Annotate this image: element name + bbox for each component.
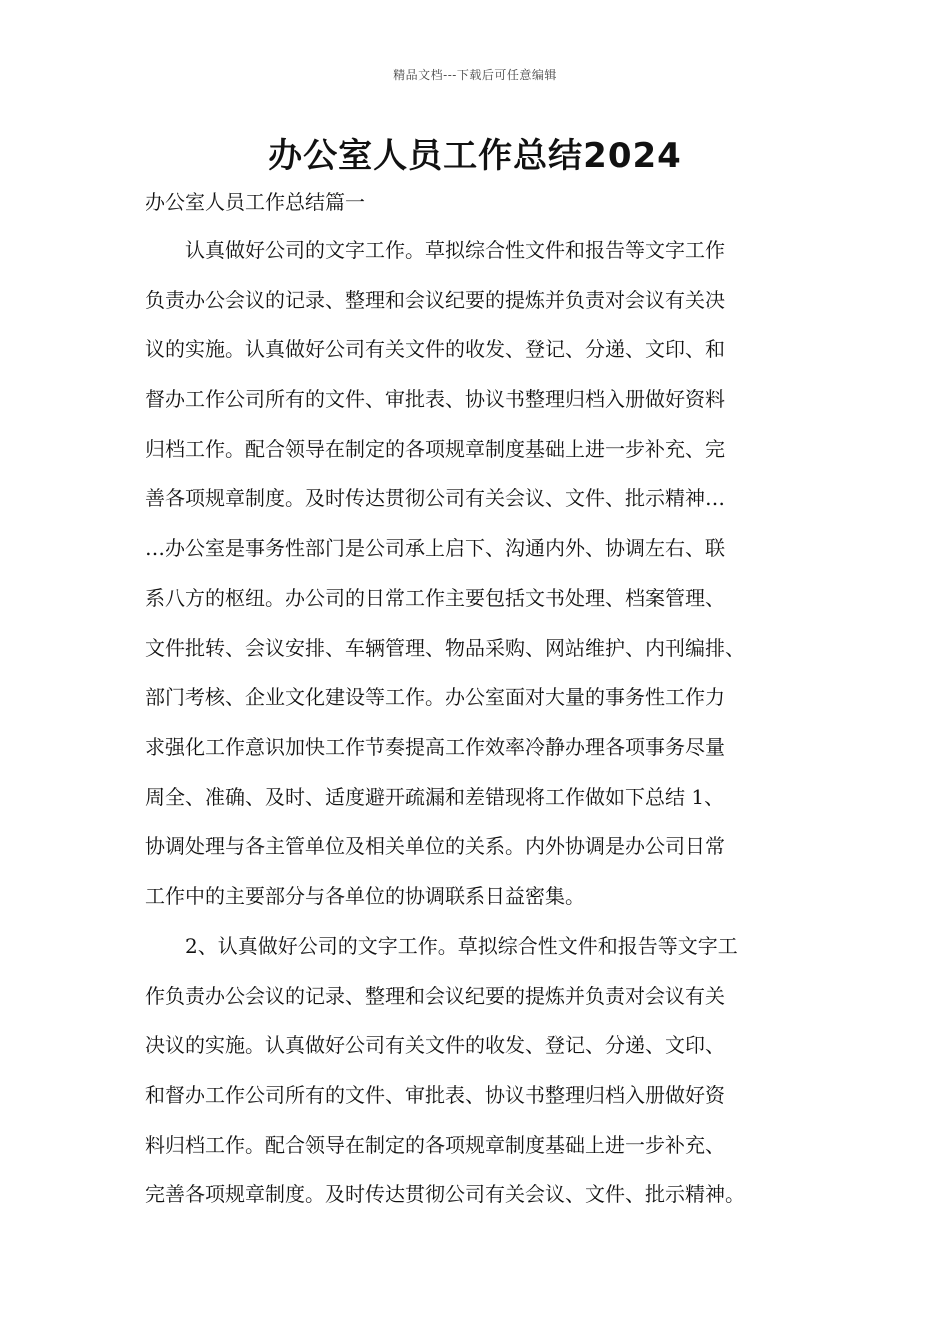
paragraph-1-line: 善各项规章制度。及时传达贯彻公司有关会议、文件、批示精神… [145,486,725,511]
paragraph-2-line: 和督办工作公司所有的文件、审批表、协议书整理归档入册做好资 [145,1083,725,1108]
paragraph-1-line: 周全、准确、及时、适度避开疏漏和差错现将工作做如下总结 1、 [145,784,725,809]
paragraph-1-line: 督办工作公司所有的文件、审批表、协议书整理归档入册做好资料 [145,387,725,412]
paragraph-2-line: 完善各项规章制度。及时传达贯彻公司有关会议、文件、批示精神。 [145,1182,745,1207]
paragraph-1-line: 认真做好公司的文字工作。草拟综合性文件和报告等文字工作 [145,238,725,262]
paragraph-2 [145,922,825,1220]
paragraph-2-line: 决议的实施。认真做好公司有关文件的收发、登记、分递、文印、 [145,1033,725,1058]
paragraph-2-line: 料归档工作。配合领导在制定的各项规章制度基础上进一步补充、 [145,1132,725,1157]
paragraph-1-line: 工作中的主要部分与各单位的协调联系日益密集。 [145,883,585,908]
paragraph-1-line: 协调处理与各主管单位及相关单位的关系。内外协调是办公司日常 [145,834,725,859]
paragraph-1-line: 议的实施。认真做好公司有关文件的收发、登记、分递、文印、和 [145,337,725,362]
paragraph-2-line: 2、认真做好公司的文字工作。草拟综合性文件和报告等文字工 [145,934,738,958]
paragraph-1-line: 求强化工作意识加快工作节奏提高工作效率冷静办理各项事务尽量 [145,734,725,759]
paragraph-1-line: 系八方的枢纽。办公司的日常工作主要包括文书处理、档案管理、 [145,585,725,610]
paragraph-1-line: 归档工作。配合领导在制定的各项规章制度基础上进一步补充、完 [145,436,725,461]
paragraph-1-line: 文件批转、会议安排、车辆管理、物品采购、网站维护、内刊编排、 [145,635,745,660]
page-header-note: 精品文档---下载后可任意编辑 [393,68,557,82]
paragraph-1-line: 负责办公会议的记录、整理和会议纪要的提炼并负责对会议有关决 [145,287,725,312]
paragraph-1-line: …办公室是事务性部门是公司承上启下、沟通内外、协调左右、联 [145,536,725,561]
paragraph-1-line: 部门考核、企业文化建设等工作。办公室面对大量的事务性工作力 [145,685,725,710]
paragraph-2-line: 作负责办公会议的记录、整理和会议纪要的提炼并负责对会议有关 [145,983,725,1008]
document-title: 办公室人员工作总结2024 [268,136,682,176]
paragraph-1 [145,226,825,922]
section-heading: 办公室人员工作总结篇一 [145,190,365,214]
